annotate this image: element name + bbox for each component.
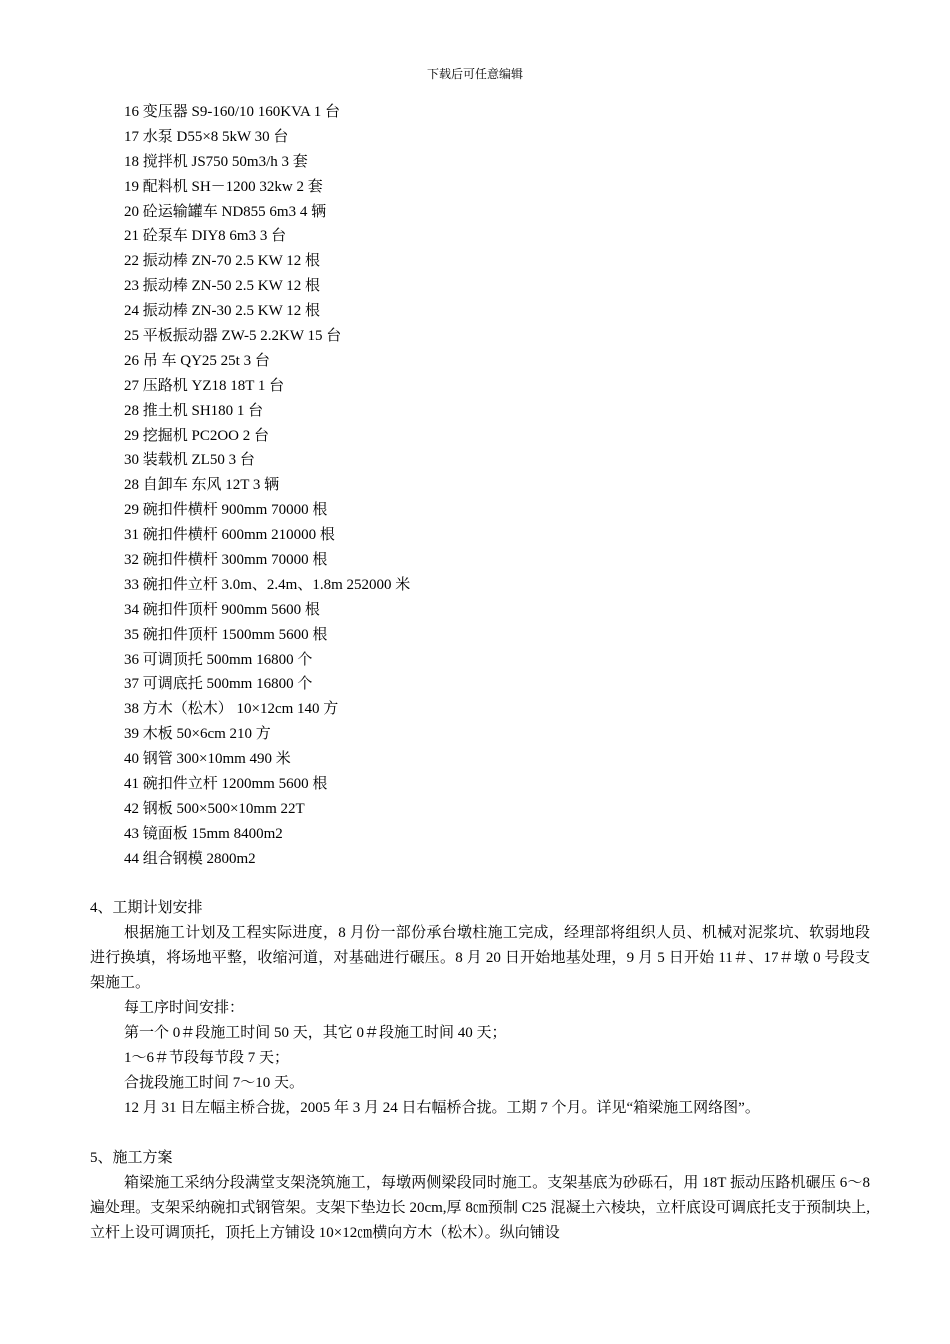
list-item: 31 碗扣件横杆 600mm 210000 根 — [124, 527, 335, 544]
list-item: 32 碗扣件横杆 300mm 70000 根 — [124, 552, 328, 569]
paragraph-line: 12 月 31 日左幅主桥合拢，2005 年 3 月 24 日右幅桥合拢。工期 7 个月。详见“箱梁施工网络图”。 — [124, 1100, 760, 1116]
list-item: 20 砼运输罐车 ND855 6m3 4 辆 — [124, 203, 327, 220]
list-item: 34 碗扣件顶杆 900mm 5600 根 — [124, 601, 320, 618]
list-item: 22 振动棒 ZN-70 2.5 KW 12 根 — [124, 253, 320, 270]
list-item: 24 振动棒 ZN-30 2.5 KW 12 根 — [124, 303, 320, 320]
list-item: 28 自卸车 东风 12T 3 辆 — [124, 477, 280, 494]
list-item: 35 碗扣件顶杆 1500mm 5600 根 — [124, 626, 328, 643]
list-item: 44 组合钢模 2800m2 — [124, 850, 256, 867]
section-construction-plan — [90, 1146, 870, 1246]
paragraph-line: 合拢段施工时间 7～10 天。 — [124, 1075, 305, 1091]
paragraph: 箱梁施工采纳分段满堂支架浇筑施工，每墩两侧梁段同时施工。支架基底为砂砾石，用 18T 振动压路机碾压 6～8 遍处理。支架采纳碗扣式钢管架。支架下垫边长 20cm,厚 8㎝预制 C25 混凝土六棱块，立杆底设可调底托支于预制块上,立杆上设可调顶托，顶托上方铺设 10×12㎝横向方木（松木）。纵向铺设 — [90, 1175, 870, 1241]
list-item: 18 搅拌机 JS750 50m3/h 3 套 — [124, 153, 308, 170]
list-item: 36 可调顶托 500mm 16800 个 — [124, 651, 313, 668]
list-item: 29 碗扣件横杆 900mm 70000 根 — [124, 502, 328, 519]
paragraph: 根据施工计划及工程实际进度，8 月份一部份承台墩柱施工完成，经理部将组织人员、机械对泥浆坑、软弱地段进行换填，将场地平整，收缩河道，对基础进行碾压。8 月 20 日开始地基处理，9 月 5 日开始 11＃、17＃墩 0 号段支架施工。 — [90, 925, 870, 991]
list-item: 43 镜面板 15mm 8400m2 — [124, 825, 283, 842]
list-item: 37 可调底托 500mm 16800 个 — [124, 676, 313, 693]
list-item: 42 钢板 500×500×10mm 22T — [124, 800, 305, 817]
list-item: 38 方木（松木） 10×12cm 140 方 — [124, 701, 339, 718]
list-item: 19 配料机 SH－1200 32kw 2 套 — [124, 178, 323, 195]
list-item: 30 装载机 ZL50 3 台 — [124, 452, 255, 469]
list-item: 21 砼泵车 DIY8 6m3 3 台 — [124, 228, 287, 245]
paragraph-line: 第一个 0＃段施工时间 50 天，其它 0＃段施工时间 40 天； — [124, 1025, 507, 1041]
paragraph-line: 1～6＃节段每节段 7 天； — [124, 1050, 290, 1066]
list-item: 26 吊 车 QY25 25t 3 台 — [124, 352, 270, 369]
list-item: 40 钢管 300×10mm 490 米 — [124, 751, 291, 768]
list-item: 39 木板 50×6cm 210 方 — [124, 726, 271, 743]
list-item: 29 挖掘机 PC2OO 2 台 — [124, 427, 270, 444]
list-item: 16 变压器 S9-160/10 160KVA 1 台 — [124, 104, 340, 120]
list-item: 25 平板振动器 ZW-5 2.2KW 15 台 — [124, 328, 342, 345]
paragraph-line: 每工序时间安排： — [124, 1000, 245, 1016]
list-item: 17 水泵 D55×8 5kW 30 台 — [124, 128, 289, 145]
page-header: 下载后可任意编辑 — [426, 67, 523, 81]
section-schedule — [90, 896, 870, 1121]
list-item: 27 压路机 YZ18 18T 1 台 — [124, 377, 285, 394]
list-item: 28 推土机 SH180 1 台 — [124, 402, 264, 419]
list-item: 33 碗扣件立杆 3.0m、2.4m、1.8m 252000 米 — [124, 576, 411, 593]
equipment-list — [124, 100, 410, 872]
list-item: 23 振动棒 ZN-50 2.5 KW 12 根 — [124, 278, 320, 295]
list-item: 41 碗扣件立杆 1200mm 5600 根 — [124, 776, 328, 793]
section-heading: 5、施工方案 — [90, 1150, 173, 1166]
section-heading: 4、工期计划安排 — [90, 900, 203, 916]
